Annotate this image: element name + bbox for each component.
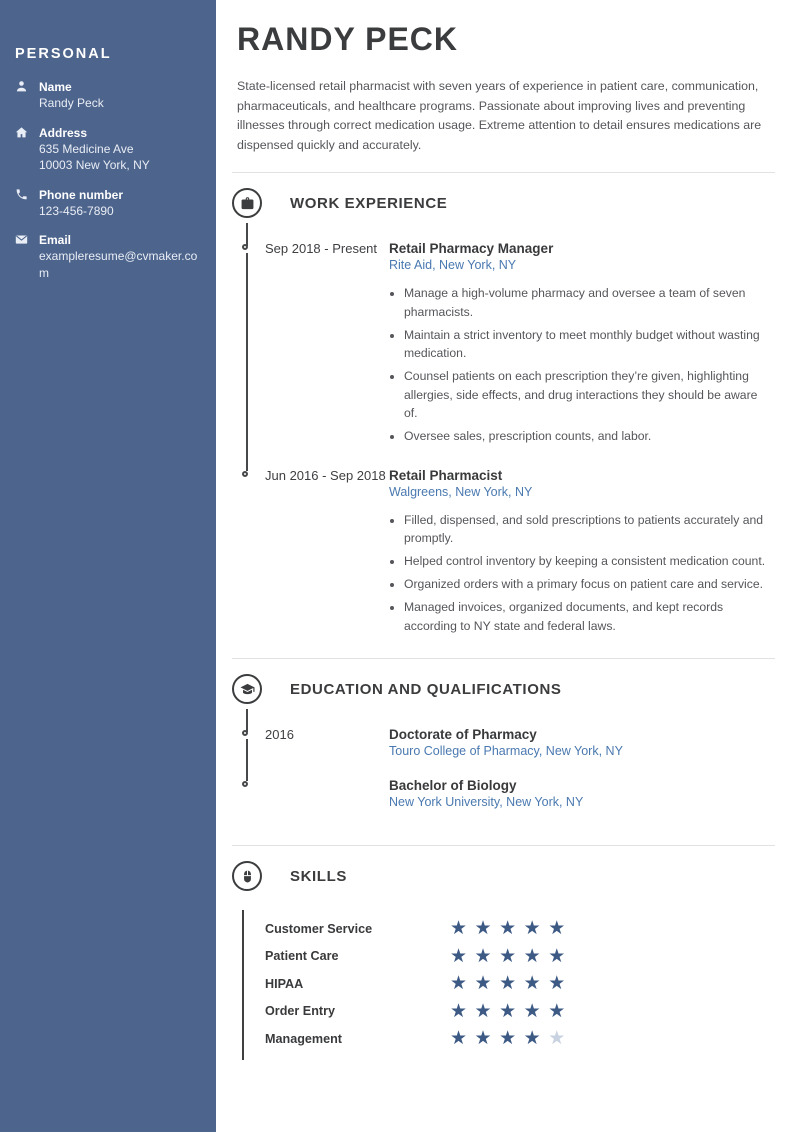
personal-item-text: [39, 79, 104, 112]
divider: [232, 845, 775, 846]
skill-name: Customer Service: [265, 921, 373, 936]
personal-items: [15, 79, 204, 281]
resume-main: [216, 0, 800, 1132]
personal-item: [15, 232, 204, 281]
work-entry: [242, 467, 775, 642]
star-filled-icon: ★: [523, 972, 541, 995]
entry-body: [389, 726, 775, 760]
page-title: RANDY PECK: [237, 21, 458, 57]
timeline-marker: [242, 730, 248, 736]
star-filled-icon: ★: [474, 944, 492, 967]
star-filled-icon: ★: [499, 1027, 517, 1050]
entry-body: [389, 467, 775, 642]
personal-item-text: [39, 187, 123, 220]
skill-row: [265, 915, 775, 943]
entry-degree: Doctorate of Pharmacy: [389, 727, 537, 742]
entry-bullet: • Managed invoices, organized documents, and kept records according to NY state and federal laws.: [404, 598, 773, 635]
section-education: [232, 674, 775, 828]
entry-body: [389, 240, 775, 452]
skill-row: [265, 943, 775, 971]
education-entry: [242, 726, 775, 777]
work-section-header: [232, 188, 775, 218]
entry-school-link[interactable]: Touro College of Pharmacy, New York, NY: [389, 744, 623, 758]
education-entry: [242, 777, 775, 828]
star-filled-icon: ★: [450, 917, 468, 940]
skill-row: [265, 1025, 775, 1053]
skill-row: [265, 998, 775, 1026]
section-work-experience: [232, 188, 775, 641]
personal-item-label: Email: [39, 233, 72, 247]
entry-role: Retail Pharmacy Manager: [389, 241, 554, 256]
entry-degree: Bachelor of Biology: [389, 778, 517, 793]
entry-bullets: [389, 284, 773, 446]
mouse-icon: [232, 861, 262, 891]
star-filled-icon: ★: [548, 917, 566, 940]
sidebar-heading: PERSONAL: [15, 46, 112, 62]
personal-item-value: 635 Medicine Ave: [39, 141, 134, 156]
entry-dates: Jun 2016 - Sep 2018: [265, 467, 386, 483]
star-filled-icon: ★: [523, 917, 541, 940]
work-entry: [242, 240, 775, 467]
person-icon: [15, 79, 29, 112]
home-icon: [15, 125, 29, 174]
divider: [232, 658, 775, 659]
skills-section-header: [232, 861, 775, 891]
star-filled-icon: ★: [474, 999, 492, 1022]
phone-icon: [15, 187, 29, 220]
entry-bullet: • Organized orders with a primary focus on patient care and service.: [404, 575, 773, 594]
personal-item-value: 10003 New York, NY: [39, 158, 150, 172]
entry-dates: Sep 2018 - Present: [265, 241, 378, 256]
personal-item-value: Randy Peck: [39, 96, 104, 110]
personal-item: [15, 79, 204, 112]
star-filled-icon: ★: [450, 1027, 468, 1050]
personal-item: [15, 187, 204, 220]
entry-bullet: • Helped control inventory by keeping a consistent medication count.: [404, 552, 773, 571]
skill-name: HIPAA: [265, 976, 304, 991]
graduation-cap-icon: [232, 674, 262, 704]
education-section-header: [232, 674, 775, 704]
skill-rating: [450, 974, 573, 993]
work-section-title: WORK EXPERIENCE: [290, 194, 448, 212]
personal-item-value: 123-456-7890: [39, 203, 114, 218]
entry-bullet: • Filled, dispensed, and sold prescriptions to patients accurately and promptly.: [404, 511, 773, 548]
education-section-title: EDUCATION AND QUALIFICATIONS: [290, 680, 562, 698]
entry-body: [389, 777, 775, 811]
skill-name: Order Entry: [265, 1004, 335, 1019]
star-filled-icon: ★: [450, 972, 468, 995]
personal-item-text: [39, 125, 150, 174]
star-filled-icon: ★: [499, 917, 517, 940]
skill-rating: [450, 999, 573, 1022]
personal-item: [15, 125, 204, 174]
star-filled-icon: ★: [499, 972, 517, 995]
briefcase-icon: [232, 188, 262, 218]
entry-bullet: • Oversee sales, prescription counts, and labor.: [404, 427, 773, 446]
star-filled-icon: ★: [474, 917, 492, 940]
star-filled-icon: ★: [450, 944, 468, 967]
timeline-marker: [242, 244, 248, 250]
personal-item-text: [39, 232, 204, 281]
star-filled-icon: ★: [523, 944, 541, 967]
personal-sidebar: [0, 0, 216, 1132]
star-filled-icon: ★: [499, 944, 517, 967]
star-filled-icon: ★: [474, 972, 492, 995]
personal-item-label: Phone number: [39, 187, 124, 202]
divider: [232, 172, 775, 173]
star-empty-icon: ★: [548, 1027, 566, 1050]
skill-row: [265, 970, 775, 998]
skill-rating: [450, 1029, 573, 1048]
profile-summary: State-licensed retail pharmacist with seven years of experience in patient care, communication, pharmaceuticals, and healthcare programs. Passionate about improving lives and preventing illnesses through correct medication usage. Extreme attention to detail ensures medications are dispensed quickly and accurately.: [237, 79, 762, 152]
entry-bullets: [389, 511, 773, 636]
skills-list: [242, 910, 775, 1060]
entry-dates: 2016: [265, 727, 294, 742]
star-filled-icon: ★: [548, 972, 566, 995]
star-filled-icon: ★: [548, 944, 566, 967]
entry-company-link[interactable]: Walgreens, New York, NY: [389, 484, 533, 499]
personal-item-value: exampleresume@cvmaker.com: [39, 249, 198, 280]
skills-section-title: SKILLS: [290, 867, 347, 885]
skill-name: Patient Care: [265, 949, 339, 964]
star-filled-icon: ★: [450, 999, 468, 1022]
timeline-marker: [242, 781, 248, 787]
star-filled-icon: ★: [523, 1027, 541, 1050]
entry-dates: [242, 777, 389, 811]
entry-school-link[interactable]: New York University, New York, NY: [389, 795, 584, 809]
education-entries: [242, 726, 775, 828]
personal-item-label: Name: [39, 80, 72, 94]
entry-company-link[interactable]: Rite Aid, New York, NY: [389, 258, 517, 272]
personal-item-label: Address: [39, 125, 88, 140]
entry-role: Retail Pharmacist: [389, 467, 503, 483]
email-icon: [15, 232, 29, 281]
entry-bullet: • Counsel patients on each prescription they’re given, highlighting allergies, side effects, and drug interactions they should be aware of.: [404, 367, 773, 423]
star-filled-icon: ★: [523, 999, 541, 1022]
entry-bullet: • Manage a high-volume pharmacy and oversee a team of seven pharmacists.: [404, 284, 773, 321]
section-skills: [232, 861, 775, 1060]
skill-name: Management: [265, 1031, 342, 1046]
work-entries: [242, 240, 775, 641]
skill-rating: [450, 919, 573, 938]
star-filled-icon: ★: [548, 999, 566, 1022]
star-filled-icon: ★: [474, 1027, 492, 1050]
star-filled-icon: ★: [499, 999, 517, 1022]
timeline-marker: [242, 471, 248, 477]
skill-rating: [450, 944, 573, 967]
entry-bullet: • Maintain a strict inventory to meet monthly budget without wasting medication.: [404, 326, 773, 363]
